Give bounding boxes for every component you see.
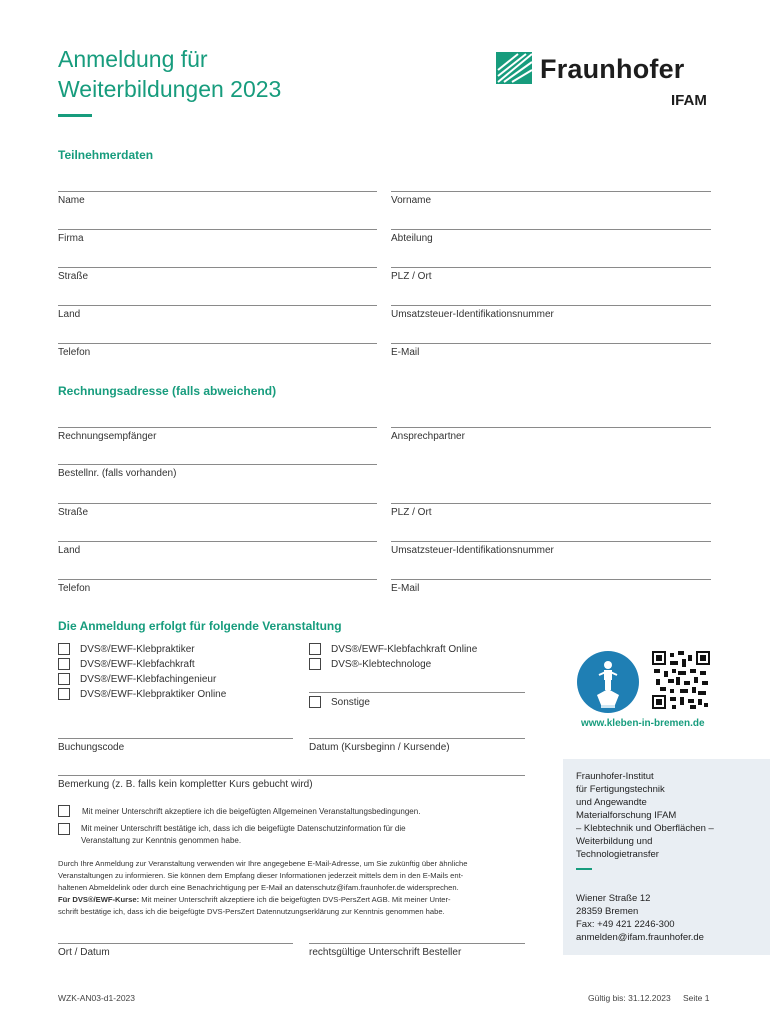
dvs-notice-line: schrift bestätige ich, dass ich die beigefügte DVS-PersZert Datennutzungserklärung zur Kenntnis genommen habe. (58, 907, 445, 916)
institute-line: Fraunhofer-Institut (576, 771, 654, 782)
kleben-in-bremen-badge (577, 651, 639, 713)
phone-field[interactable]: Telefon (58, 343, 377, 358)
validity-date: Gültig bis: 31.12.2023 (588, 993, 671, 1003)
billing-zip-city-field[interactable]: PLZ / Ort (391, 503, 711, 518)
title-line-1: Anmeldung für (58, 46, 208, 72)
title-accent-bar (58, 114, 92, 117)
name-field[interactable]: Name (58, 191, 377, 206)
notice-line: Veranstaltungen zu informieren. Sie können dem Empfang dieser Informationen jederzeit mittels dem in den E-Mails ent- (58, 871, 464, 880)
address-city: 28359 Bremen (576, 906, 639, 917)
course-option[interactable] (309, 658, 431, 670)
remark-field[interactable]: Bemerkung (z. B. falls kein kompletter Kurs gebucht wird) (58, 775, 525, 790)
course-option[interactable] (309, 643, 477, 655)
terms-consent[interactable] (58, 805, 420, 817)
course-label: DVS®/EWF-Klebfachkraft (80, 658, 195, 670)
checkbox[interactable] (58, 688, 70, 700)
department-line: Weiterbildung und (576, 836, 653, 847)
checkbox[interactable] (309, 643, 321, 655)
institute-name (576, 770, 714, 861)
section-heading-event: Die Anmeldung erfolgt für folgende Veranstaltung (58, 619, 342, 633)
vat-id-field[interactable]: Umsatzsteuer-Identifikationsnummer (391, 305, 711, 320)
billing-country-field[interactable]: Land (58, 541, 377, 556)
course-option[interactable] (58, 643, 195, 655)
website-link[interactable]: www.kleben-in-bremen.de (581, 718, 705, 729)
institute-line: und Angewandte (576, 797, 647, 808)
billing-contact-field[interactable]: Ansprechpartner (391, 427, 711, 442)
street-field[interactable]: Straße (58, 267, 377, 282)
privacy-consent-line-2: Veranstaltung zur Kenntnis genommen habe. (81, 836, 242, 845)
billing-email-field[interactable]: E-Mail (391, 579, 711, 594)
billing-vat-id-field[interactable]: Umsatzsteuer-Identifikationsnummer (391, 541, 711, 556)
course-label: Sonstige (331, 696, 370, 708)
course-label: DVS®-Klebtechnologe (331, 658, 432, 670)
course-date-field[interactable]: Datum (Kursbeginn / Kursende) (309, 738, 525, 753)
billing-phone-field[interactable]: Telefon (58, 579, 377, 594)
checkbox[interactable] (58, 673, 70, 685)
course-option-other[interactable] (309, 696, 370, 708)
logo-name: Fraunhofer (540, 54, 685, 84)
privacy-consent-line-1: Mit meiner Unterschrift bestätige ich, dass ich die beigefügte Datenschutzinformation für die (81, 824, 406, 833)
dvs-notice-bold: Für DVS®/EWF-Kurse: (58, 895, 140, 904)
course-label: DVS®/EWF-Klebpraktiker (80, 643, 195, 655)
checkbox[interactable] (58, 823, 70, 835)
zip-city-field[interactable]: PLZ / Ort (391, 267, 711, 282)
notice-line: haltenen Abmeldelink oder durch eine Benachrichtigung per E-Mail an datenschutz@ifam.fraunhofer.de widersprechen. (58, 883, 459, 892)
logo-subtitle: IFAM (671, 92, 707, 109)
institute-line: Materialforschung IFAM (576, 810, 677, 821)
fax-number: Fax: +49 421 2246-300 (576, 919, 675, 930)
department-line: Technologietransfer (576, 849, 659, 860)
billing-recipient-field[interactable]: Rechnungsempfänger (58, 427, 377, 442)
checkbox[interactable] (58, 658, 70, 670)
place-date-field[interactable]: Ort / Datum (58, 943, 293, 958)
checkbox[interactable] (309, 658, 321, 670)
page-number: Seite 1 (683, 993, 710, 1003)
address-street: Wiener Straße 12 (576, 893, 651, 904)
company-field[interactable]: Firma (58, 229, 377, 244)
booking-code-field[interactable]: Buchungscode (58, 738, 293, 753)
dvs-notice-line (58, 894, 538, 906)
qr-code-icon[interactable] (652, 651, 710, 709)
section-heading-participant: Teilnehmerdaten (58, 148, 154, 162)
department-line: – Klebtechnik und Oberflächen – (576, 823, 714, 834)
fraunhofer-logo-icon (496, 50, 536, 84)
course-option[interactable] (58, 658, 195, 670)
notice-line: Durch Ihre Anmeldung zur Veranstaltung verwenden wir Ihre angegebene E-Mail-Adresse, um Sie zukünftig über ähnliche (58, 859, 468, 868)
first-name-field[interactable]: Vorname (391, 191, 711, 206)
contact-address (576, 892, 704, 944)
document-id: WZK-AN03-d1-2023 (58, 993, 136, 1003)
billing-street-field[interactable]: Straße (58, 503, 377, 518)
other-course-line (309, 692, 525, 693)
email-field[interactable]: E-Mail (391, 343, 711, 358)
contact-email[interactable]: anmelden@ifam.fraunhofer.de (576, 932, 704, 943)
terms-consent-label: Mit meiner Unterschrift akzeptiere ich die beigefügten Allgemeinen Veranstaltungsbedingungen. (82, 806, 421, 816)
course-label: DVS®/EWF-Klebfachingenieur (80, 673, 217, 685)
country-field[interactable]: Land (58, 305, 377, 320)
course-label: DVS®/EWF-Klebfachkraft Online (331, 643, 478, 655)
course-label: DVS®/EWF-Klebpraktiker Online (80, 688, 227, 700)
section-heading-billing: Rechnungsadresse (falls abweichend) (58, 384, 277, 398)
email-notice (58, 858, 538, 918)
dvs-notice-text: Mit meiner Unterschrift akzeptiere ich die beigefügten DVS-PersZert AGB. Mit meiner Unter- (139, 895, 451, 904)
bremen-figure-icon (577, 651, 639, 713)
privacy-consent[interactable] (58, 823, 528, 847)
order-number-field[interactable]: Bestellnr. (falls vorhanden) (58, 464, 377, 479)
course-option[interactable] (58, 673, 216, 685)
page-title (58, 44, 378, 104)
department-field[interactable]: Abteilung (391, 229, 711, 244)
checkbox[interactable] (58, 643, 70, 655)
checkbox[interactable] (309, 696, 321, 708)
title-line-2: Weiterbildungen 2023 (58, 76, 282, 102)
checkbox[interactable] (58, 805, 70, 817)
institute-line: für Fertigungstechnik (576, 784, 665, 795)
course-option[interactable] (58, 688, 226, 700)
signature-field[interactable]: rechtsgültige Unterschrift Besteller (309, 943, 525, 958)
sidebar-accent-bar (576, 868, 592, 870)
